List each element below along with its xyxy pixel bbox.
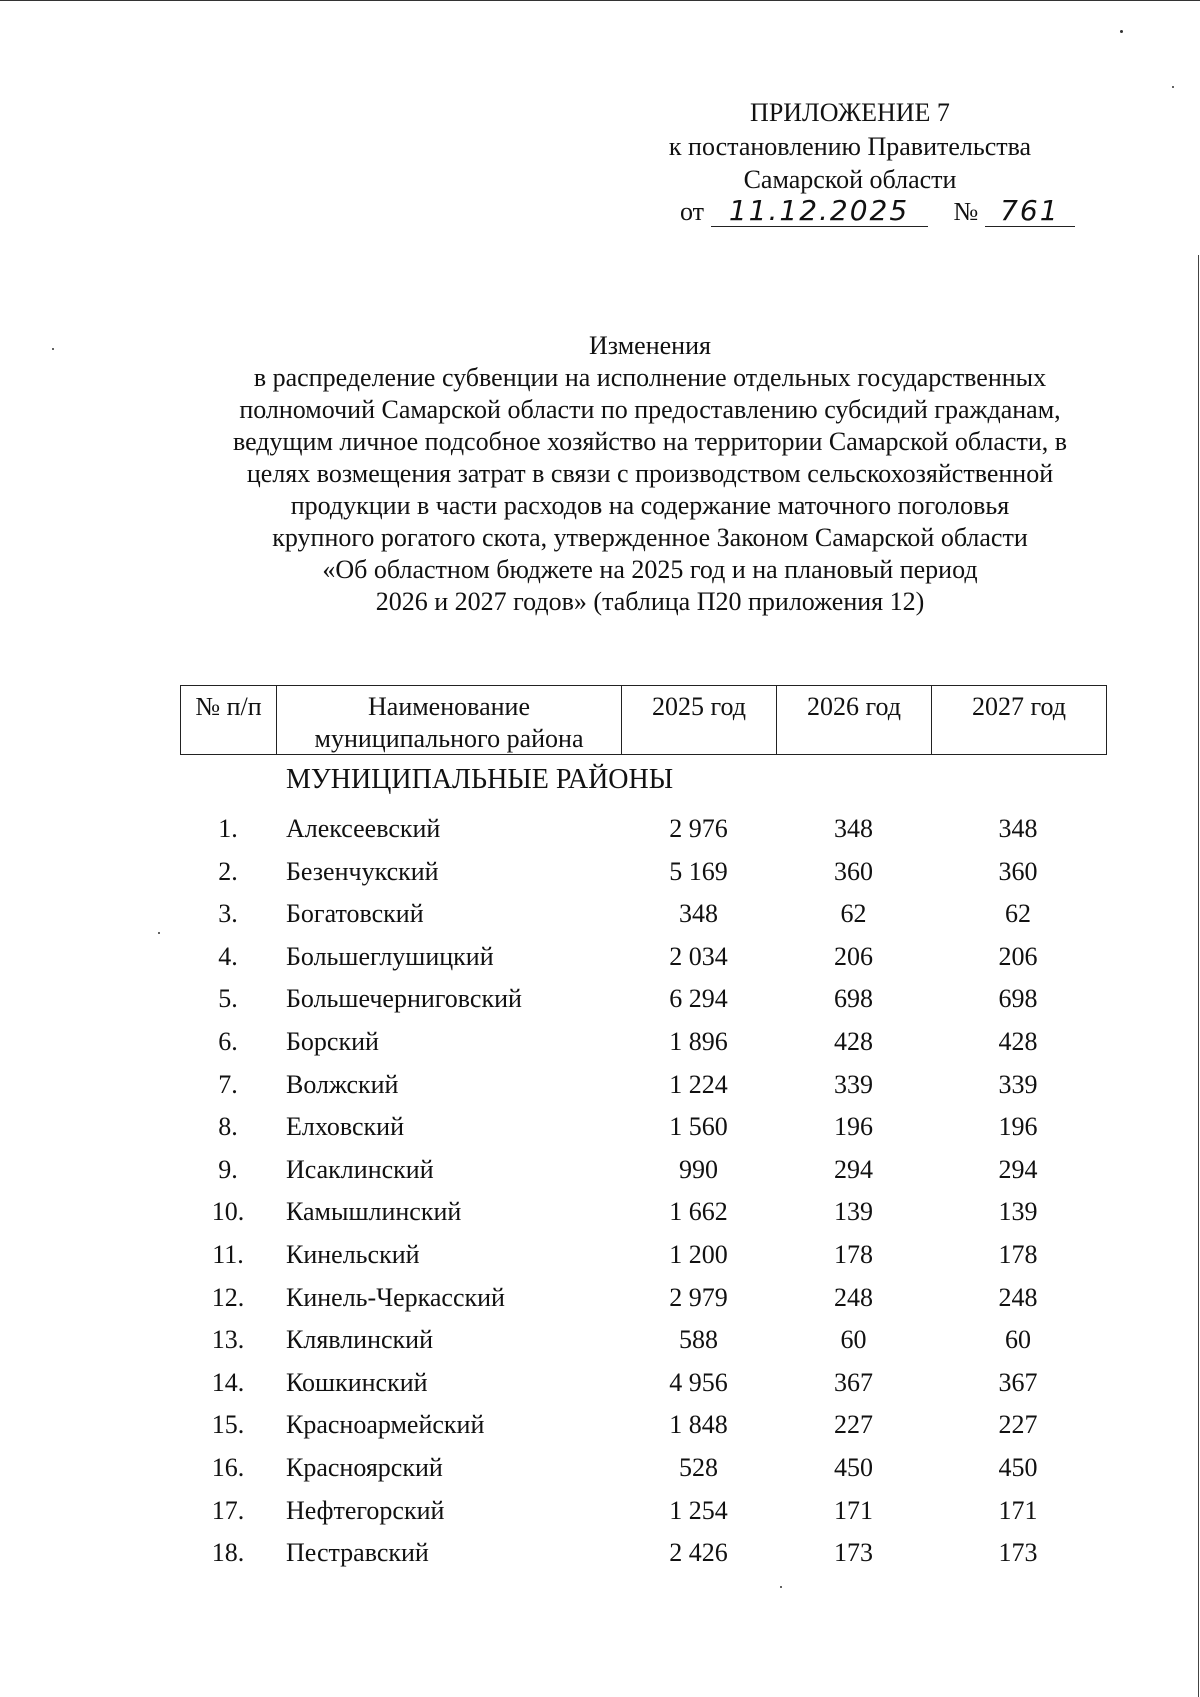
row-number: 11. bbox=[212, 1239, 244, 1269]
table-header bbox=[180, 685, 1107, 755]
district-name: Кинель-Черкасский bbox=[286, 1282, 505, 1312]
table-row bbox=[180, 1149, 1105, 1192]
header-name-line2: муниципального района bbox=[314, 724, 584, 753]
value-2026: 698 bbox=[834, 984, 873, 1014]
value-2027: 450 bbox=[998, 1452, 1038, 1482]
row-number: 16. bbox=[211, 1452, 245, 1482]
value-2026: 248 bbox=[834, 1282, 873, 1312]
table-row bbox=[180, 1234, 1105, 1277]
value-2026: 428 bbox=[834, 1026, 873, 1056]
value-2027: 367 bbox=[998, 1367, 1038, 1397]
title-heading: Изменения bbox=[589, 331, 711, 360]
row-number: 18. bbox=[211, 1538, 245, 1568]
row-number: 5. bbox=[218, 984, 238, 1014]
title-line: целях возмещения затрат в связи с производством сельскохозяйственной bbox=[246, 459, 1054, 488]
table-row bbox=[180, 1532, 1105, 1575]
title-line: 2026 и 2027 годов» (таблица П20 приложения 12) bbox=[375, 587, 925, 616]
row-number: 12. bbox=[211, 1282, 245, 1312]
value-2025: 2 976 bbox=[669, 814, 728, 843]
header-district-name bbox=[277, 686, 622, 754]
value-2025: 1 662 bbox=[669, 1197, 728, 1227]
row-number: 9. bbox=[218, 1154, 238, 1184]
value-2025: 1 896 bbox=[669, 1026, 728, 1056]
district-name: Красноармейский bbox=[286, 1410, 485, 1440]
district-name: Богатовский bbox=[286, 899, 424, 929]
value-2027: 206 bbox=[998, 941, 1038, 971]
value-2027: 294 bbox=[998, 1154, 1038, 1184]
table-row bbox=[180, 1404, 1105, 1447]
value-2027: 171 bbox=[998, 1495, 1038, 1525]
document-title bbox=[150, 330, 1150, 618]
value-2025: 2 979 bbox=[669, 1282, 728, 1312]
value-2025: 4 956 bbox=[669, 1367, 728, 1397]
district-name: Елховский bbox=[286, 1112, 404, 1142]
table-row bbox=[180, 1277, 1105, 1320]
district-name: Кошкинский bbox=[286, 1367, 428, 1397]
value-2026: 171 bbox=[834, 1495, 873, 1525]
table-row bbox=[180, 893, 1105, 936]
top-border-line bbox=[0, 0, 1200, 1]
value-2027: 173 bbox=[998, 1538, 1038, 1568]
district-name: Алексеевский bbox=[286, 814, 441, 843]
row-number: 10. bbox=[211, 1197, 245, 1227]
resolution-line-1: к постановлению Правительства bbox=[668, 132, 1032, 161]
title-line: в распределение субвенции на исполнение отдельных государственных bbox=[253, 363, 1047, 392]
value-2025: 588 bbox=[679, 1325, 718, 1355]
value-2027: 62 bbox=[1005, 899, 1031, 929]
value-2027: 360 bbox=[998, 856, 1038, 886]
value-2025: 1 200 bbox=[669, 1239, 728, 1269]
title-line: продукции в части расходов на содержание маточного поголовья bbox=[290, 491, 1010, 520]
district-name: Пестравский bbox=[286, 1538, 429, 1568]
value-2027: 428 bbox=[998, 1026, 1038, 1056]
value-2027: 178 bbox=[998, 1239, 1038, 1269]
row-number: 15. bbox=[211, 1410, 245, 1440]
value-2027: 227 bbox=[998, 1410, 1038, 1440]
district-name: Клявлинский bbox=[286, 1325, 434, 1355]
value-2026: 206 bbox=[834, 941, 873, 971]
table-row bbox=[180, 978, 1105, 1021]
value-2025: 348 bbox=[679, 899, 718, 929]
title-line: ведущим личное подсобное хозяйство на территории Самарской области, в bbox=[232, 427, 1068, 456]
scan-speck bbox=[52, 348, 54, 350]
value-2026: 196 bbox=[834, 1112, 873, 1142]
value-2025: 2 034 bbox=[669, 941, 728, 971]
table-row bbox=[180, 851, 1105, 894]
header-2027: 2027 год bbox=[972, 692, 1066, 721]
table-row bbox=[180, 808, 1105, 851]
district-name: Нефтегорский bbox=[286, 1495, 445, 1525]
value-2026: 450 bbox=[834, 1452, 873, 1482]
table-row bbox=[180, 1362, 1105, 1405]
table-row bbox=[180, 1490, 1105, 1533]
header-name-line1: Наименование bbox=[368, 692, 530, 721]
row-number: 2. bbox=[218, 856, 238, 886]
district-name: Красноярский bbox=[286, 1452, 443, 1482]
value-2027: 248 bbox=[998, 1282, 1038, 1312]
value-2025: 6 294 bbox=[669, 984, 728, 1014]
row-number: 4. bbox=[218, 941, 238, 971]
district-name: Волжский bbox=[286, 1069, 399, 1099]
district-name: Борский bbox=[286, 1026, 379, 1056]
table-body bbox=[180, 808, 1105, 1575]
value-2027: 698 bbox=[998, 984, 1038, 1014]
resolution-date-number bbox=[680, 196, 1075, 227]
value-2025: 5 169 bbox=[669, 856, 728, 886]
value-2025: 1 254 bbox=[669, 1495, 728, 1525]
value-2026: 348 bbox=[834, 814, 873, 843]
value-2026: 139 bbox=[834, 1197, 873, 1227]
value-2025: 2 426 bbox=[669, 1538, 728, 1568]
value-2026: 360 bbox=[834, 856, 873, 886]
row-number: 3. bbox=[218, 899, 238, 929]
value-2025: 1 560 bbox=[669, 1112, 728, 1142]
row-number: 14. bbox=[211, 1367, 245, 1397]
value-2026: 339 bbox=[834, 1069, 873, 1099]
resolution-line-2: Самарской области bbox=[743, 165, 957, 194]
value-2026: 227 bbox=[834, 1410, 873, 1440]
value-2026: 367 bbox=[834, 1367, 873, 1397]
handwritten-date: 11.12.2025 bbox=[711, 196, 928, 227]
scan-speck bbox=[780, 1586, 782, 1588]
value-2027: 196 bbox=[998, 1112, 1038, 1142]
scan-speck bbox=[158, 932, 160, 934]
table-row bbox=[180, 936, 1105, 979]
right-border-line bbox=[1198, 255, 1199, 1697]
appendix-label: ПРИЛОЖЕНИЕ 7 bbox=[750, 98, 950, 127]
row-number: 7. bbox=[218, 1069, 238, 1099]
table-row bbox=[180, 1106, 1105, 1149]
scan-speck bbox=[1120, 30, 1123, 33]
row-number: 1. bbox=[218, 814, 238, 843]
value-2025: 1 848 bbox=[669, 1410, 728, 1440]
district-name: Большечерниговский bbox=[286, 984, 522, 1014]
header-number: № п/п bbox=[181, 686, 277, 754]
date-prefix: от bbox=[680, 197, 705, 226]
district-name: Исаклинский bbox=[286, 1154, 434, 1184]
value-2026: 178 bbox=[834, 1239, 873, 1269]
value-2025: 1 224 bbox=[669, 1069, 728, 1099]
district-name: Кинельский bbox=[286, 1239, 420, 1269]
row-number: 6. bbox=[218, 1026, 238, 1056]
table-row bbox=[180, 1191, 1105, 1234]
table-row bbox=[180, 1021, 1105, 1064]
value-2026: 294 bbox=[834, 1154, 873, 1184]
title-line: крупного рогатого скота, утвержденное Законом Самарской области bbox=[272, 523, 1028, 552]
row-number: 17. bbox=[211, 1495, 245, 1525]
row-number: 13. bbox=[211, 1325, 245, 1355]
table-row bbox=[180, 1447, 1105, 1490]
value-2027: 339 bbox=[998, 1069, 1038, 1099]
title-line: «Об областном бюджете на 2025 год и на плановый период bbox=[322, 555, 978, 584]
value-2027: 139 bbox=[998, 1197, 1038, 1227]
title-line: полномочий Самарской области по предоставлению субсидий гражданам, bbox=[239, 395, 1061, 424]
section-label: МУНИЦИПАЛЬНЫЕ РАЙОНЫ bbox=[286, 764, 674, 795]
header-2025: 2025 год bbox=[622, 686, 777, 754]
district-name: Большеглушицкий bbox=[286, 941, 494, 971]
value-2026: 173 bbox=[834, 1538, 873, 1568]
value-2026: 60 bbox=[840, 1325, 867, 1355]
number-prefix: № bbox=[953, 197, 979, 226]
header-2026: 2026 год bbox=[777, 686, 932, 754]
table-row bbox=[180, 1064, 1105, 1107]
scan-speck bbox=[1172, 86, 1174, 88]
value-2026: 62 bbox=[840, 899, 867, 929]
district-name: Камышлинский bbox=[286, 1197, 462, 1227]
district-name: Безенчукский bbox=[286, 856, 439, 886]
value-2025: 528 bbox=[679, 1452, 718, 1482]
value-2027: 348 bbox=[998, 814, 1038, 843]
table-row bbox=[180, 1319, 1105, 1362]
handwritten-number: 761 bbox=[985, 196, 1075, 227]
row-number: 8. bbox=[218, 1112, 238, 1142]
value-2027: 60 bbox=[1005, 1325, 1031, 1355]
value-2025: 990 bbox=[679, 1154, 718, 1184]
